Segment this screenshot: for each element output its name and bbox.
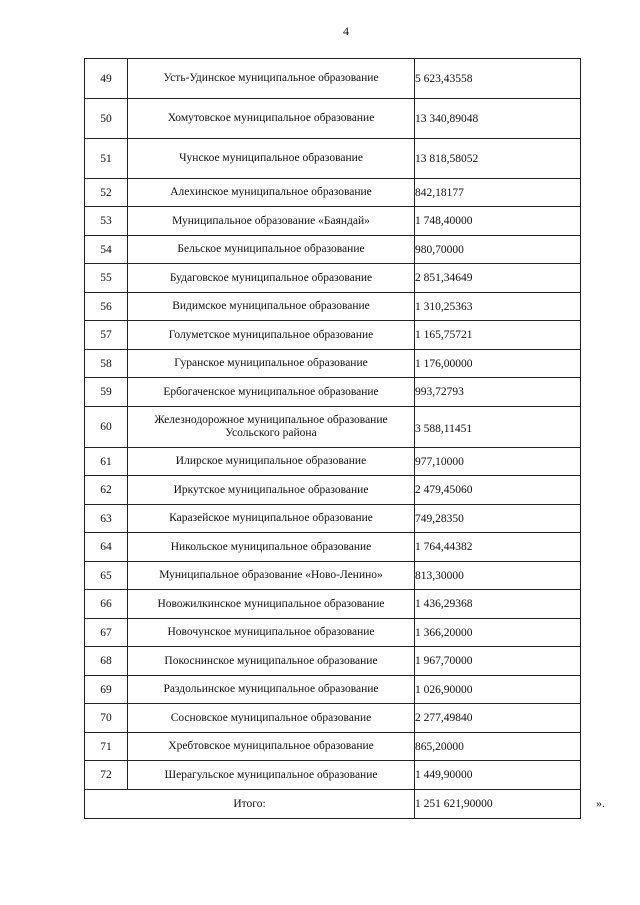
municipality-name-cell: Никольское муниципальное образование bbox=[128, 533, 415, 562]
row-number-cell: 59 bbox=[85, 378, 128, 407]
municipality-name-cell: Муниципальное образование «Ново-Ленино» bbox=[128, 562, 415, 590]
total-row bbox=[85, 790, 581, 819]
table-row bbox=[85, 533, 581, 562]
table-row bbox=[85, 407, 581, 448]
municipality-name-cell: Шерагульское муниципальное образование bbox=[128, 761, 415, 790]
row-number-cell: 50 bbox=[85, 99, 128, 139]
amount-cell: 1 165,75721 bbox=[415, 321, 581, 350]
municipality-name-cell: Алехинское муниципальное образование bbox=[128, 179, 415, 207]
amount-cell: 749,28350 bbox=[415, 505, 581, 533]
row-number-cell: 62 bbox=[85, 476, 128, 505]
row-number-cell: 67 bbox=[85, 619, 128, 647]
municipal-allocation-table bbox=[84, 58, 581, 819]
amount-cell: 813,30000 bbox=[415, 562, 581, 590]
table-row bbox=[85, 378, 581, 407]
amount-cell: 1 764,44382 bbox=[415, 533, 581, 562]
amount-cell: 2 851,34649 bbox=[415, 264, 581, 293]
municipality-name-cell: Усть-Удинское муниципальное образование bbox=[128, 59, 415, 99]
amount-cell: 5 623,43558 bbox=[415, 59, 581, 99]
municipality-name-cell: Хребтовское муниципальное образование bbox=[128, 733, 415, 761]
table-row bbox=[85, 350, 581, 378]
table-row bbox=[85, 590, 581, 619]
amount-cell: 13 818,58052 bbox=[415, 139, 581, 179]
municipality-name-cell: Железнодорожное муниципальное образование Усольского района bbox=[128, 407, 415, 448]
total-amount-cell: 1 251 621,90000 bbox=[415, 790, 581, 819]
table-row bbox=[85, 562, 581, 590]
municipality-name-cell: Раздольинское муниципальное образование bbox=[128, 676, 415, 704]
table-row bbox=[85, 207, 581, 236]
amount-cell: 1 449,90000 bbox=[415, 761, 581, 790]
amount-cell: 1 967,70000 bbox=[415, 647, 581, 676]
amount-cell: 980,70000 bbox=[415, 236, 581, 264]
municipality-name-cell: Каразейское муниципальное образование bbox=[128, 505, 415, 533]
amount-cell: 1 436,29368 bbox=[415, 590, 581, 619]
municipality-name-cell: Будаговское муниципальное образование bbox=[128, 264, 415, 293]
row-number-cell: 53 bbox=[85, 207, 128, 236]
municipality-name-cell: Голуметское муниципальное образование bbox=[128, 321, 415, 350]
row-number-cell: 70 bbox=[85, 704, 128, 733]
row-number-cell: 66 bbox=[85, 590, 128, 619]
amount-cell: 1 310,25363 bbox=[415, 293, 581, 321]
municipality-name-cell: Муниципальное образование «Баяндай» bbox=[128, 207, 415, 236]
table-row bbox=[85, 139, 581, 179]
amount-cell: 1 366,20000 bbox=[415, 619, 581, 647]
table-row bbox=[85, 761, 581, 790]
amount-cell: 865,20000 bbox=[415, 733, 581, 761]
amount-cell: 2 479,45060 bbox=[415, 476, 581, 505]
table-row bbox=[85, 179, 581, 207]
municipality-name-cell: Новочунское муниципальное образование bbox=[128, 619, 415, 647]
municipality-name-cell: Новожилкинское муниципальное образование bbox=[128, 590, 415, 619]
table-row bbox=[85, 321, 581, 350]
table-row bbox=[85, 59, 581, 99]
amount-cell: 13 340,89048 bbox=[415, 99, 581, 139]
row-number-cell: 64 bbox=[85, 533, 128, 562]
municipality-name-cell: Ербогаченское муниципальное образование bbox=[128, 378, 415, 407]
amount-cell: 977,10000 bbox=[415, 448, 581, 476]
row-number-cell: 55 bbox=[85, 264, 128, 293]
municipality-name-cell: Хомутовское муниципальное образование bbox=[128, 99, 415, 139]
municipality-name-cell: Бельское муниципальное образование bbox=[128, 236, 415, 264]
table-row bbox=[85, 505, 581, 533]
row-number-cell: 52 bbox=[85, 179, 128, 207]
table-row bbox=[85, 99, 581, 139]
municipality-name-cell: Иркутское муниципальное образование bbox=[128, 476, 415, 505]
table-row bbox=[85, 676, 581, 704]
amount-cell: 1 026,90000 bbox=[415, 676, 581, 704]
municipality-name-cell: Покоснинское муниципальное образование bbox=[128, 647, 415, 676]
table-row bbox=[85, 647, 581, 676]
amount-cell: 1 176,00000 bbox=[415, 350, 581, 378]
row-number-cell: 65 bbox=[85, 562, 128, 590]
municipality-name-cell: Видимское муниципальное образование bbox=[128, 293, 415, 321]
total-label: Итого: bbox=[85, 790, 415, 819]
row-number-cell: 49 bbox=[85, 59, 128, 99]
table-row bbox=[85, 448, 581, 476]
row-number-cell: 71 bbox=[85, 733, 128, 761]
row-number-cell: 60 bbox=[85, 407, 128, 448]
municipality-name-cell: Чунское муниципальное образование bbox=[128, 139, 415, 179]
municipality-name-cell: Гуранское муниципальное образование bbox=[128, 350, 415, 378]
amount-cell: 993,72793 bbox=[415, 378, 581, 407]
row-number-cell: 58 bbox=[85, 350, 128, 378]
page-number: 4 bbox=[343, 24, 349, 38]
row-number-cell: 57 bbox=[85, 321, 128, 350]
table-row bbox=[85, 264, 581, 293]
table-row bbox=[85, 476, 581, 505]
amount-cell: 842,18177 bbox=[415, 179, 581, 207]
municipality-name-cell: Сосновское муниципальное образование bbox=[128, 704, 415, 733]
municipality-name-cell: Илирское муниципальное образование bbox=[128, 448, 415, 476]
row-number-cell: 63 bbox=[85, 505, 128, 533]
amount-cell: 1 748,40000 bbox=[415, 207, 581, 236]
amount-cell: 2 277,49840 bbox=[415, 704, 581, 733]
row-number-cell: 54 bbox=[85, 236, 128, 264]
table-row bbox=[85, 236, 581, 264]
amount-cell: 3 588,11451 bbox=[415, 407, 581, 448]
row-number-cell: 61 bbox=[85, 448, 128, 476]
row-number-cell: 51 bbox=[85, 139, 128, 179]
table-row bbox=[85, 704, 581, 733]
row-number-cell: 69 bbox=[85, 676, 128, 704]
closing-quote-mark: ». bbox=[596, 796, 605, 810]
table-row bbox=[85, 619, 581, 647]
table-row bbox=[85, 733, 581, 761]
row-number-cell: 72 bbox=[85, 761, 128, 790]
table-body bbox=[85, 59, 581, 819]
table-row bbox=[85, 293, 581, 321]
row-number-cell: 56 bbox=[85, 293, 128, 321]
row-number-cell: 68 bbox=[85, 647, 128, 676]
